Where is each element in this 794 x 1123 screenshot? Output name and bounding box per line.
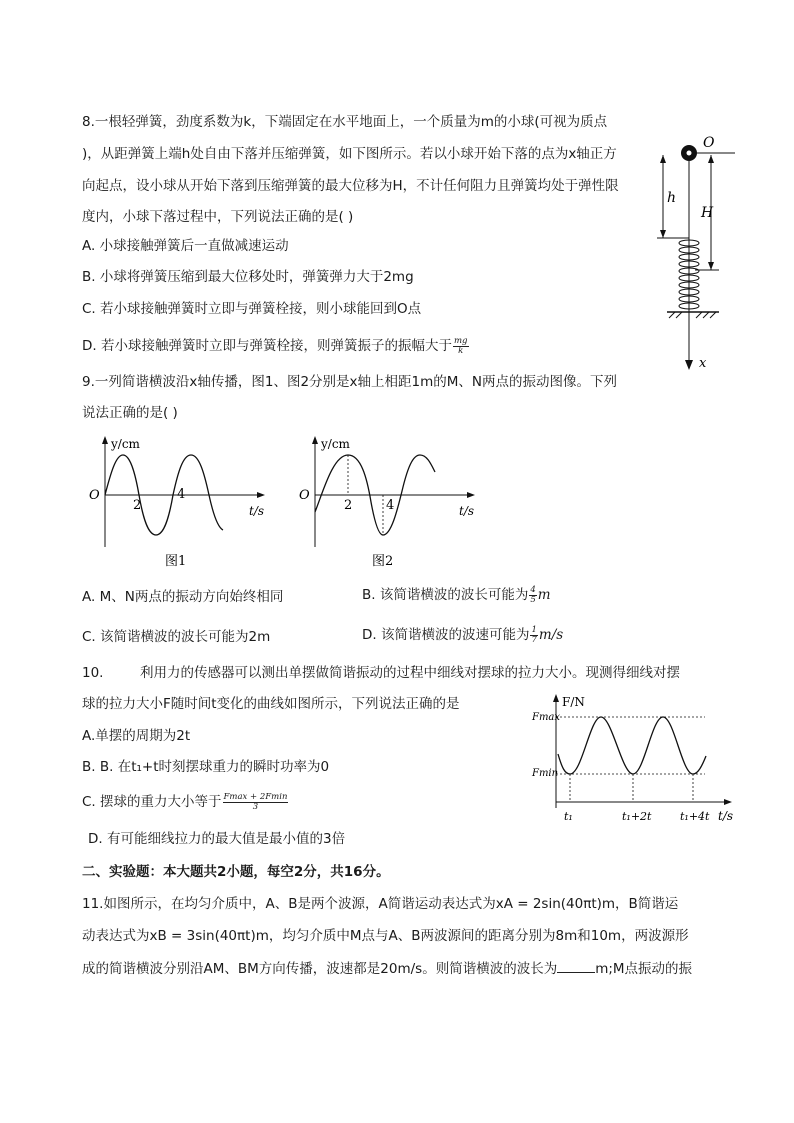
fig1-tick-4: 4 bbox=[177, 487, 186, 502]
force-time-graph bbox=[530, 690, 745, 830]
label-h: h bbox=[667, 190, 677, 206]
q10-line2: 球的拉力大小F随时间t变化的曲线如图所示，下列说法正确的是 bbox=[82, 696, 460, 712]
q9-option-c: C. 该简谐横波的波长可能为2m bbox=[82, 629, 271, 645]
vibration-graph-1 bbox=[85, 432, 275, 572]
q9-option-b-text: B. 该简谐横波的波长可能为 bbox=[362, 587, 529, 603]
fig2-tick-4: 4 bbox=[386, 498, 395, 513]
fig1-ylabel: y/cm bbox=[111, 437, 140, 451]
vibration-graph-2 bbox=[295, 432, 485, 572]
spring-ball-figure bbox=[655, 130, 750, 375]
q10-option-c-fraction: $\frac{Fmax + 2Fmin}{3}$ bbox=[223, 791, 288, 812]
fig2-origin: O bbox=[299, 488, 310, 503]
section-title: 二、实验题：本大题共2小题，每空2分，共16分。 bbox=[82, 864, 390, 880]
q9-option-d-text: D. 该简谐横波的波速可能为 bbox=[362, 627, 530, 643]
fig-t1: t₁ bbox=[564, 810, 573, 823]
q10-option-c bbox=[82, 792, 289, 812]
fig-ylabel: F/N bbox=[562, 695, 585, 709]
fig-xlabel: t/s bbox=[718, 809, 734, 823]
q10-option-c-text: C. 摆球的重力大小等于 bbox=[82, 794, 222, 810]
q8-line1: 8.一根轻弹簧，劲度系数为k，下端固定在水平地面上，一个质量为m的小球(可视为质点 bbox=[82, 114, 608, 130]
fig1-xlabel: t/s bbox=[249, 504, 265, 518]
q9-line1: 9.一列简谐横波沿x轴传播，图1、图2分别是x轴上相距1m的M、N两点的振动图像。下列 bbox=[82, 374, 618, 390]
q11-line1: 11.如图所示，在均匀介质中，A、B是两个波源，A简谐运动表达式为xA = 2sin(40πt)m，B简谐运 bbox=[82, 896, 679, 912]
q9-line2: 说法正确的是( ) bbox=[82, 405, 178, 421]
fig2-tick-2: 2 bbox=[344, 498, 353, 513]
label-H: H bbox=[701, 205, 714, 221]
q8-option-a: A. 小球接触弹簧后一直做减速运动 bbox=[82, 238, 289, 254]
q10-option-a: A.单摆的周期为2t bbox=[82, 728, 191, 744]
q9-option-a: A. M、N两点的振动方向始终相同 bbox=[82, 589, 284, 605]
label-o: O bbox=[703, 135, 715, 151]
fig2-caption: 图2 bbox=[372, 554, 394, 569]
q8-line4: 度内，小球下落过程中，下列说法正确的是( ) bbox=[82, 209, 354, 225]
fig1-caption: 图1 bbox=[165, 554, 187, 569]
answer-blank[interactable] bbox=[557, 958, 595, 973]
q10-option-b: B. B. 在t₁+t时刻摆球重力的瞬时功率为0 bbox=[82, 759, 330, 775]
q11-line3 bbox=[82, 958, 692, 979]
fig-fmax: Fmax bbox=[532, 712, 561, 723]
q8-line3: 向起点，设小球从开始下落到压缩弹簧的最大位移为H，不计任何阻力且弹簧均处于弹性限 bbox=[82, 178, 619, 194]
label-x: x bbox=[699, 356, 707, 371]
q9-option-d-unit: m/s bbox=[538, 627, 564, 643]
fig-t3: t₁+4t bbox=[680, 810, 710, 823]
fig1-origin: O bbox=[89, 488, 100, 503]
fig-t2: t₁+2t bbox=[622, 810, 652, 823]
q11-line3-text: 成的简谐横波分别沿AM、BM方向传播，波速都是20m/s。则简谐横波的波长为 bbox=[82, 961, 558, 977]
q11-line3-rest: m;M点振动的振 bbox=[595, 961, 693, 977]
q8-option-c: C. 若小球接触弹簧时立即与弹簧栓接，则小球能回到O点 bbox=[82, 301, 422, 317]
q9-option-b bbox=[362, 585, 551, 605]
q8-option-d-text: D. 若小球接触弹簧时立即与弹簧栓接，则弹簧振子的振幅大于 bbox=[82, 338, 452, 354]
q9-option-d-fraction: $\frac{1}{7}$ bbox=[531, 624, 537, 645]
fig-fmin: Fmin bbox=[532, 768, 559, 779]
fig2-xlabel: t/s bbox=[459, 504, 475, 518]
fig1-tick-2: 2 bbox=[133, 498, 142, 513]
q10-line1: 利用力的传感器可以测出单摆做简谐振动的过程中细线对摆球的拉力大小。现测得细线对摆 bbox=[140, 665, 680, 681]
force-curve bbox=[558, 717, 706, 774]
q10-number: 10. bbox=[82, 665, 104, 681]
q8-option-d-fraction: $\frac{mg}{k}$ bbox=[453, 335, 468, 356]
q11-line2: 动表达式为xB = 3sin(40πt)m，均匀介质中M点与A、B两波源间的距离分别为8m和10m，两波源形 bbox=[82, 928, 689, 944]
q8-option-b: B. 小球将弹簧压缩到最大位移处时，弹簧弹力大于2mg bbox=[82, 269, 414, 285]
q8-option-d bbox=[82, 336, 470, 356]
fig2-ylabel: y/cm bbox=[321, 437, 350, 451]
q9-option-b-fraction: $\frac{4}{5}$ bbox=[530, 584, 536, 605]
q9-option-b-unit: m bbox=[537, 587, 551, 603]
q10-option-d: D. 有可能细线拉力的最大值是最小值的3倍 bbox=[88, 831, 346, 847]
q8-line2: )，从距弹簧上端h处自由下落并压缩弹簧，如下图所示。若以小球开始下落的点为x轴正方 bbox=[82, 146, 617, 162]
q9-option-d bbox=[362, 625, 563, 645]
